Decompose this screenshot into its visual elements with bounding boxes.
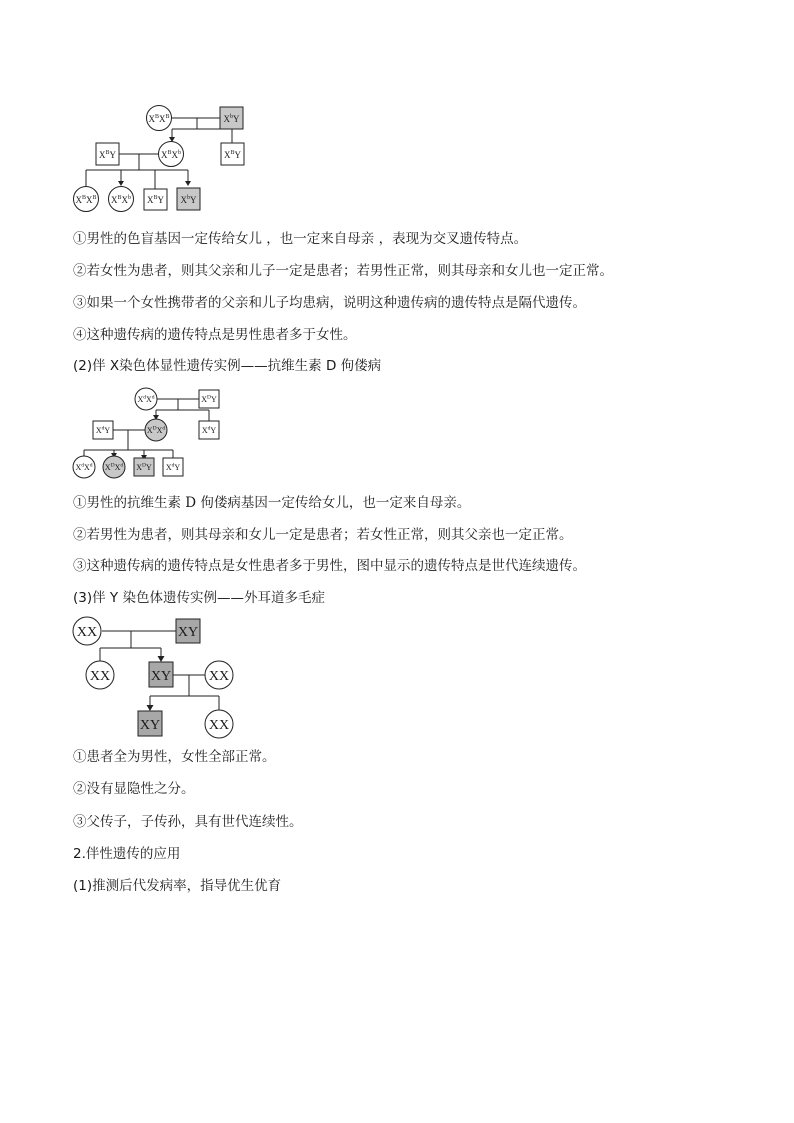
- genotype-label: $X^BX^B$: [75, 195, 97, 205]
- genotype-label: $X^BX^B$: [148, 114, 170, 124]
- section2-point-3: ③这种遗传病的遗传特点是女性患者多于男性，图中显示的遗传特点是世代连续遗传。: [73, 558, 586, 574]
- genotype-label: $X^bY$: [223, 114, 240, 124]
- genotype-label: XY: [177, 625, 199, 640]
- section1-point-1: ①男性的色盲基因一定传给女儿 ，也一定来自母亲 ，表现为交叉遗传特点。: [73, 231, 528, 247]
- genotype-label: $X^BY$: [223, 150, 242, 160]
- genotype-label: $X^BY$: [146, 195, 165, 205]
- pedigree3-nodes: [73, 617, 233, 738]
- section3-point-2: ②没有显隐性之分。: [73, 781, 195, 797]
- genotype-label: $X^dY$: [95, 425, 111, 435]
- section2-title: (2)伴 X染色体显性遗传实例——抗维生素 D 佝偻病: [73, 358, 382, 374]
- section2-point-1: ①男性的抗维生素 D 佝偻病基因一定传给女儿，也一定来自母亲。: [73, 495, 471, 511]
- genotype-label: XY: [150, 669, 172, 684]
- genotype-label: $X^BX^b$: [160, 150, 182, 160]
- section1-point-2: ②若女性为患者，则其父亲和儿子一定是患者；若男性正常，则其母亲和女儿也一定正常。: [73, 263, 613, 279]
- section4-subtitle: (1)推测后代发病率，指导优生优育: [73, 878, 282, 894]
- genotype-label: $X^DX^d$: [104, 462, 124, 472]
- section4-title: 2.伴性遗传的应用: [73, 846, 181, 862]
- section2-point-2: ②若男性为患者，则其母亲和女儿一定是患者；若女性正常，则其父亲也一定正常。: [73, 527, 573, 543]
- genotype-label: XX: [208, 718, 230, 733]
- section1-point-3: ③如果一个女性携带者的父亲和儿子均患病，说明这种遗传病的遗传特点是隔代遗传。: [73, 295, 586, 311]
- genotype-label: $X^dY$: [165, 462, 181, 472]
- genotype-label: $X^BX^b$: [110, 195, 132, 205]
- genotype-label: $X^DY$: [201, 394, 217, 404]
- section3-title: (3)伴 Y 染色体遗传实例——外耳道多毛症: [73, 590, 325, 606]
- genotype-label: $X^dX^d$: [137, 394, 155, 404]
- genotype-label: $X^DX^d$: [146, 425, 166, 435]
- genotype-label: XX: [208, 669, 230, 684]
- genotype-label: XX: [76, 625, 98, 640]
- section1-point-4: ④这种遗传病的遗传特点是男性患者多于女性。: [73, 327, 357, 343]
- genotype-label: $X^dX^d$: [75, 462, 93, 472]
- genotype-label: $X^bY$: [180, 195, 197, 205]
- genotype-label: XY: [139, 718, 161, 733]
- genotype-label: XX: [89, 669, 111, 684]
- genotype-label: $X^DY$: [136, 462, 152, 472]
- genotype-label: $X^dY$: [201, 425, 217, 435]
- section3-point-3: ③父传子，子传孙，具有世代连续性。: [73, 814, 303, 830]
- genotype-label: $X^BY$: [98, 150, 117, 160]
- section3-point-1: ①患者全为男性，女性全部正常。: [73, 749, 276, 765]
